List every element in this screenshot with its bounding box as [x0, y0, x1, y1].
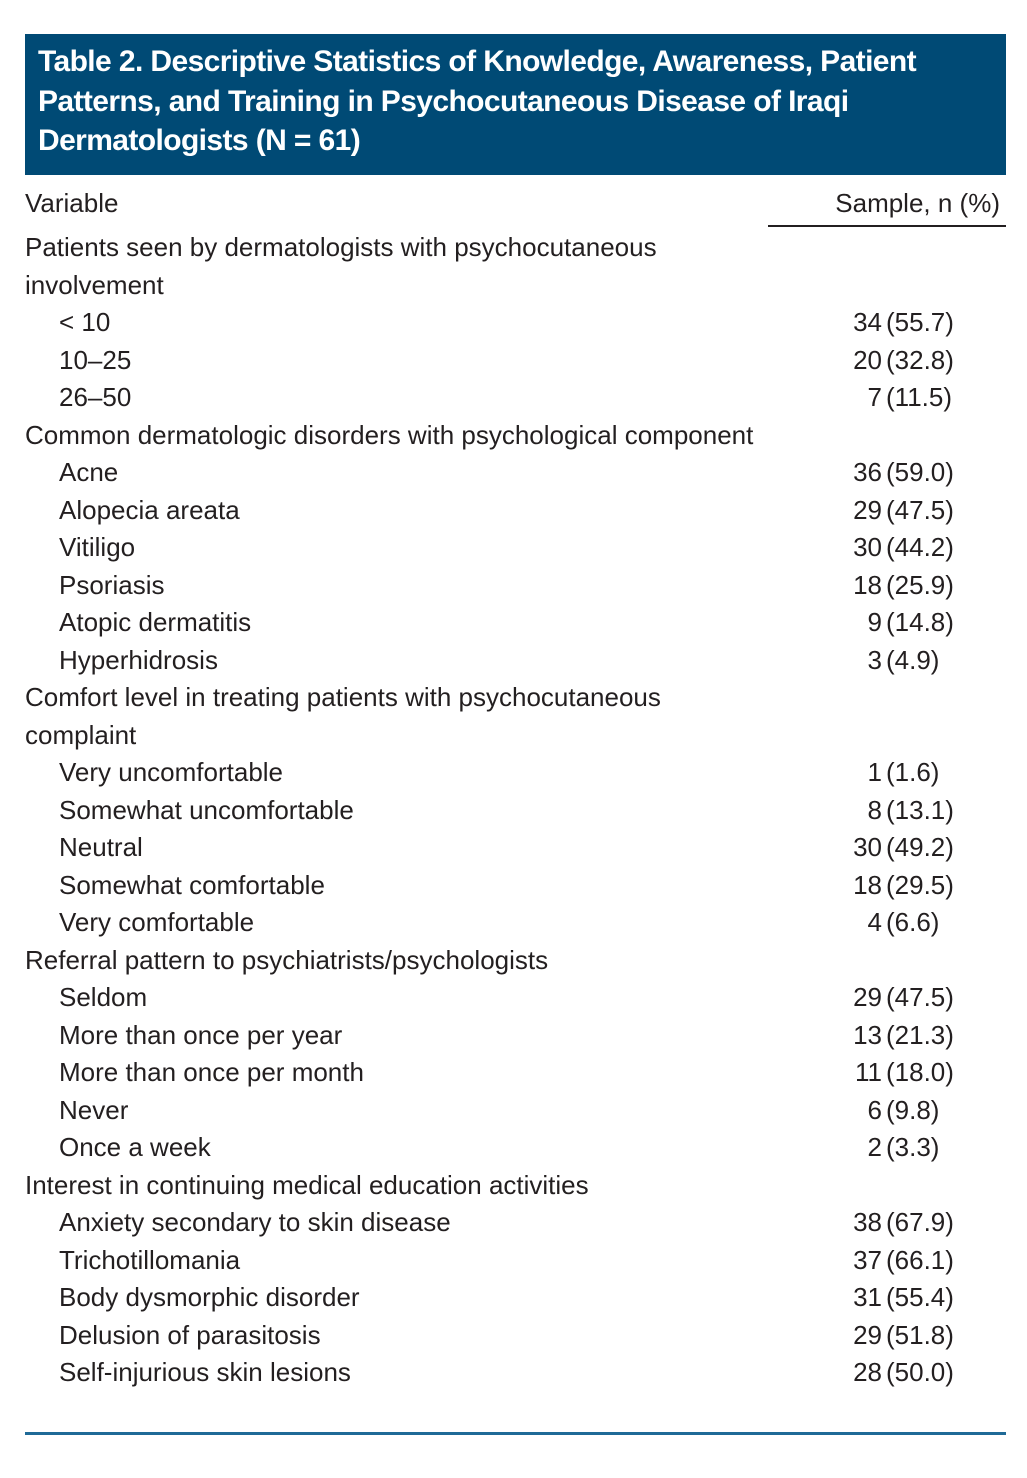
row-label: Trichotillomania — [59, 1244, 241, 1275]
table-row — [25, 379, 1006, 417]
column-header-sample: Sample, n (%) — [835, 188, 1000, 218]
percent-value: (51.8) — [886, 1319, 954, 1350]
table-row — [25, 1129, 1006, 1167]
section-heading: Referral pattern to psychiatrists/psychologists — [25, 944, 549, 975]
percent-value: (32.8) — [886, 344, 954, 375]
row-label: Delusion of parasitosis — [59, 1319, 321, 1350]
section-heading: Interest in continuing medical education activities — [25, 1169, 589, 1200]
row-label: More than once per month — [59, 1057, 364, 1087]
percent-value: (9.8) — [886, 1094, 940, 1125]
table-row — [25, 604, 1006, 642]
percent-value: (21.3) — [886, 1019, 954, 1050]
table-title: Table 2. Descriptive Statistics of Knowledge, Awareness, Patient Patterns, and Training in Psychocutaneous Disease of Iraqi Dermatologists (N = 61) — [38, 45, 917, 157]
count-value: 3 — [867, 644, 882, 675]
row-label: Vitiligo — [59, 532, 136, 562]
table-row — [25, 1054, 1006, 1092]
count-value: 30 — [853, 532, 882, 562]
count-value: 4 — [867, 907, 882, 937]
count-value: 7 — [867, 382, 882, 412]
row-label: Hyperhidrosis — [59, 644, 218, 675]
table-row — [25, 979, 1006, 1017]
percent-value: (66.1) — [886, 1244, 954, 1275]
table-row — [25, 567, 1006, 605]
row-label: Never — [59, 1094, 129, 1125]
count-value: 1 — [867, 757, 882, 787]
header-underline — [768, 225, 1006, 227]
table-title-banner — [25, 34, 1006, 175]
count-value: 29 — [853, 1319, 882, 1350]
row-label: Self-injurious skin lesions — [59, 1357, 351, 1387]
count-value: 37 — [853, 1244, 882, 1275]
count-value: 38 — [853, 1207, 882, 1237]
percent-value: (6.6) — [886, 907, 940, 937]
table-row — [25, 1279, 1006, 1317]
row-label: Seldom — [59, 982, 148, 1012]
percent-value: (49.2) — [886, 832, 954, 862]
count-value: 30 — [853, 832, 882, 862]
percent-value: (13.1) — [886, 794, 954, 825]
table-body — [25, 229, 1006, 1392]
table-row — [25, 754, 1006, 792]
table-row — [25, 829, 1006, 867]
row-label: Somewhat uncomfortable — [59, 794, 354, 825]
section-heading: Patients seen by dermatologists with psychocutaneous involvement — [25, 232, 657, 300]
percent-value: (47.5) — [886, 494, 954, 525]
percent-value: (18.0) — [886, 1057, 954, 1087]
table-row — [25, 1317, 1006, 1355]
count-value: 13 — [853, 1019, 882, 1050]
row-label: Anxiety secondary to skin disease — [59, 1207, 451, 1237]
count-value: 18 — [853, 569, 882, 600]
row-label: Once a week — [59, 1132, 211, 1162]
table-row — [25, 529, 1006, 567]
table-row — [25, 642, 1006, 680]
percent-value: (55.7) — [886, 307, 954, 337]
count-value: 2 — [867, 1132, 882, 1162]
percent-value: (50.0) — [886, 1357, 954, 1387]
table-row — [25, 867, 1006, 905]
count-value: 34 — [853, 307, 882, 337]
table-row — [25, 454, 1006, 492]
count-value: 9 — [867, 607, 882, 637]
count-value: 36 — [853, 457, 882, 487]
count-value: 18 — [853, 869, 882, 900]
table-row — [25, 792, 1006, 830]
percent-value: (4.9) — [886, 644, 940, 675]
count-value: 8 — [867, 794, 882, 825]
count-value: 31 — [853, 1282, 882, 1312]
row-label: 10–25 — [59, 344, 132, 375]
section-heading: Common dermatologic disorders with psychological component — [25, 419, 754, 450]
table-bottom-rule — [25, 1432, 1006, 1435]
count-value: 6 — [867, 1094, 882, 1125]
row-label: < 10 — [59, 307, 111, 337]
percent-value: (14.8) — [886, 607, 954, 637]
count-value: 29 — [853, 494, 882, 525]
percent-value: (55.4) — [886, 1282, 954, 1312]
table-row — [25, 304, 1006, 342]
percent-value: (29.5) — [886, 869, 954, 900]
table-row — [25, 904, 1006, 942]
table-row — [25, 1017, 1006, 1055]
section-heading: Comfort level in treating patients with psychocutaneous complaint — [25, 682, 661, 750]
percent-value: (3.3) — [886, 1132, 940, 1162]
table-row — [25, 1092, 1006, 1130]
statistics-table — [25, 185, 1006, 1392]
count-value: 11 — [855, 1057, 882, 1087]
percent-value: (67.9) — [886, 1207, 954, 1237]
row-label: Alopecia areata — [59, 494, 240, 525]
table-row — [25, 1242, 1006, 1280]
percent-value: (25.9) — [886, 569, 954, 600]
row-label: Psoriasis — [59, 569, 165, 600]
column-header-variable: Variable — [25, 188, 119, 218]
percent-value: (47.5) — [886, 982, 954, 1012]
row-label: Neutral — [59, 832, 143, 862]
row-label: Very uncomfortable — [59, 757, 284, 787]
row-label: 26–50 — [59, 382, 132, 412]
percent-value: (59.0) — [886, 457, 954, 487]
table-row — [25, 342, 1006, 380]
count-value: 20 — [853, 344, 882, 375]
percent-value: (44.2) — [886, 532, 954, 562]
row-label: More than once per year — [59, 1019, 343, 1050]
row-label: Somewhat comfortable — [59, 869, 325, 900]
table-row — [25, 492, 1006, 530]
row-label: Very comfortable — [59, 907, 255, 937]
percent-value: (1.6) — [886, 757, 940, 787]
table-row — [25, 1354, 1006, 1392]
table-row — [25, 1204, 1006, 1242]
percent-value: (11.5) — [886, 382, 952, 412]
count-value: 28 — [853, 1357, 882, 1387]
row-label: Body dysmorphic disorder — [59, 1282, 360, 1312]
count-value: 29 — [853, 982, 882, 1012]
row-label: Atopic dermatitis — [59, 607, 252, 637]
table-header — [25, 185, 1006, 225]
row-label: Acne — [59, 457, 119, 487]
